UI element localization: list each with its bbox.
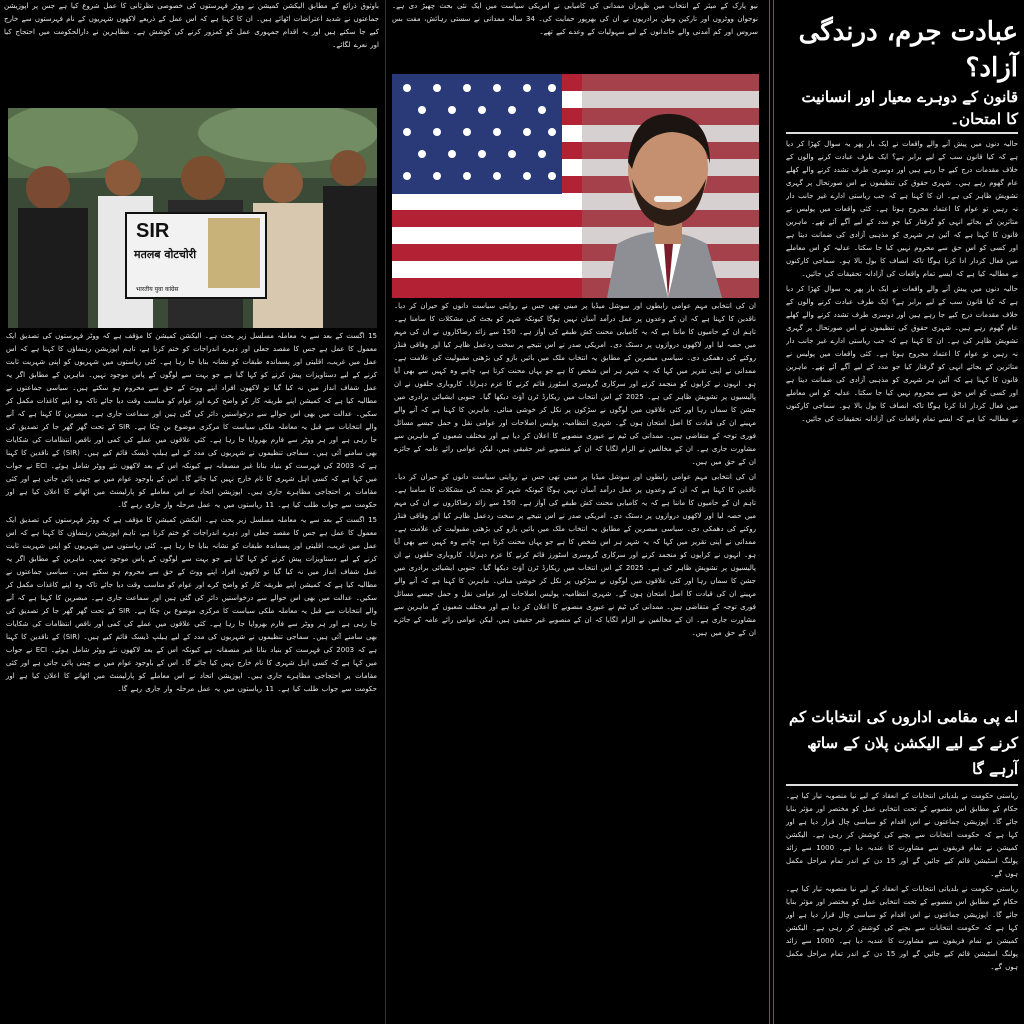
second-headline-rule [786,784,1018,786]
article-1-paragraph-2: حالیہ دنوں میں پیش آنے والے واقعات نے ایک بار پھر یہ سوال کھڑا کر دیا ہے کہ کیا قانون سب کے لیے برابر ہے؟ ایک طرف عبادت کرنے والوں کے خلاف مقدمات درج کیے جا رہے ہیں اور دوسری طرف تشدد کرنے والے کھلے عام گھوم رہے ہیں۔ شہری حقوق کی تنظیموں نے اس صورتحال پر گہری تشویش ظاہر کی ہے۔ ان کا کہنا ہے کہ جب ریاستی ادارے غیر جانب دار نہ رہیں تو عوام کا اعتماد مجروح ہوتا ہے۔ کئی واقعات میں پولیس نے متاثرین کے بجائے انہی کو گرفتار کیا جو مدد کے لیے آگے آئے تھے۔ ماہرین قانون کا کہنا ہے کہ آئین ہر شہری کو مذہبی آزادی کی ضمانت دیتا ہے اور کسی کو اس حق سے محروم نہیں کیا جا سکتا۔ عدلیہ کو اس معاملے میں فعال کردار ادا کرنا ہوگا تاکہ انصاف کا بول بالا ہو۔ سماجی کارکنوں نے مطالبہ کیا ہے کہ ایسے تمام واقعات کی آزادانہ تحقیقات کی جائیں۔ [786,285,1018,423]
sub-headline: قانون کے دوہرے معیار اور انسانیت کا امتحان۔ [801,88,1018,128]
left-top-paragraph: باوثوق ذرائع کے مطابق الیکشن کمیشن نے ووٹر فہرستوں کی خصوصی نظرثانی کا عمل شروع کیا ہے جس پر اپوزیشن جماعتوں نے شدید اعتراضات اٹھائے ہیں۔ ان کا کہنا ہے کہ اس عمل کے ذریعے لاکھوں شہریوں کے نام فہرستوں سے خارج کیے جا سکتے ہیں اور یہ اقدام جمہوری عمل کو کمزور کرنے کی کوشش ہے۔ مظاہرین نے دارالحکومت میں احتجاج کیا اور نعرے لگائے۔ [4,2,379,49]
article-2 [786,790,1018,974]
middle-body-paragraph-2: ان کی انتخابی مہم عوامی رابطوں اور سوشل میڈیا پر مبنی تھی جس نے روایتی سیاست دانوں کو حیران کر دیا۔ ناقدین کا کہنا ہے کہ ان کے وعدوں پر عمل درآمد آسان نہیں ہوگا کیونکہ شہر کو بجٹ کی مشکلات کا سامنا ہے۔ تاہم ان کے حامیوں کا ماننا ہے کہ یہ کامیابی محنت کش طبقے کی آواز ہے۔ 150 سے زائد رضاکاروں نے ان کی مہم میں حصہ لیا اور لاکھوں دروازوں پر دستک دی۔ امریکی صدر نے اس نتیجے پر سخت ردعمل ظاہر کیا اور وفاقی فنڈز روکنے کی دھمکی دی۔ سیاسی مبصرین کے مطابق یہ انتخاب ملک میں بائیں بازو کی بڑھتی مقبولیت کی علامت ہے۔ ممدانی نے اپنی تقریر میں کہا کہ یہ شہر ہر اس شخص کا ہے جو یہاں محنت کرتا ہے، چاہے وہ کہیں سے بھی آیا ہو۔ انہوں نے کرایوں کو منجمد کرنے اور سرکاری گروسری اسٹورز قائم کرنے کا عزم دہرایا۔ کاروباری حلقوں نے ان پالیسیوں پر تشویش ظاہر کی ہے۔ 2025 کے اس انتخاب میں ریکارڈ ٹرن آؤٹ دیکھا گیا۔ جنوبی ایشیائی برادری میں جشن کا سماں رہا اور کئی علاقوں میں لوگوں نے سڑکوں پر نکل کر خوشی منائی۔ ماہرین کا کہنا ہے کہ آنے والے مہینے ان کی قیادت کا اصل امتحان ہوں گے۔ شہری انتظامیہ، پولیس اصلاحات اور عوامی نقل و حمل جیسے مسائل فوری توجہ کے متقاضی ہیں۔ ممدانی کی ٹیم نے عبوری منصوبے کا اعلان کر دیا ہے اور مختلف شعبوں کے ماہرین سے مشاورت جاری ہے۔ ان کے مخالفین نے الزام لگایا کہ ان کے منصوبے غیر حقیقی ہیں، لیکن عوامی رائے عامہ کے جائزے ان کے حق میں ہیں۔ [394,473,756,637]
article-1 [786,138,1018,698]
main-headline: عبادت جرم، درندگی آزاد؟ [798,17,1018,83]
article-1-paragraph: حالیہ دنوں میں پیش آنے والے واقعات نے ایک بار پھر یہ سوال کھڑا کر دیا ہے کہ کیا قانون سب کے لیے برابر ہے؟ ایک طرف عبادت کرنے والوں کے خلاف مقدمات درج کیے جا رہے ہیں اور دوسری طرف تشدد کرنے والے کھلے عام گھوم رہے ہیں۔ شہری حقوق کی تنظیموں نے اس صورتحال پر گہری تشویش ظاہر کی ہے۔ ان کا کہنا ہے کہ جب ریاستی ادارے غیر جانب دار نہ رہیں تو عوام کا اعتماد مجروح ہوتا ہے۔ کئی واقعات میں پولیس نے متاثرین کے بجائے انہی کو گرفتار کیا جو مدد کے لیے آگے آئے تھے۔ ماہرین قانون کا کہنا ہے کہ آئین ہر شہری کو مذہبی آزادی کی ضمانت دیتا ہے اور کسی کو اس حق سے محروم نہیں کیا جا سکتا۔ عدلیہ کو اس معاملے میں فعال کردار ادا کرنا ہوگا تاکہ انصاف کا بول بالا ہو۔ سماجی کارکنوں نے مطالبہ کیا ہے کہ ایسے تمام واقعات کی آزادانہ تحقیقات کی جائیں۔ [786,140,1018,278]
left-body-paragraph-2: 15 اگست کے بعد سے یہ معاملہ مسلسل زیر بحث ہے۔ الیکشن کمیشن کا مؤقف ہے کہ ووٹر فہرستوں کی تصدیق ایک معمول کا عمل ہے جس کا مقصد جعلی اور دہرے اندراجات کو ختم کرنا ہے، تاہم اپوزیشن رہنماؤں کا کہنا ہے کہ اس عمل میں غریب، اقلیتی اور پسماندہ طبقات کو نشانہ بنایا جا رہا ہے۔ کئی ریاستوں میں شہریوں کو اپنی شہریت ثابت کرنے کے لیے دستاویزات پیش کرنے کو کہا گیا ہے جو بہت سے لوگوں کے پاس موجود نہیں۔ ماہرین کے مطابق اگر یہ عمل شفاف انداز میں نہ کیا گیا تو لاکھوں افراد اپنے ووٹ کے حق سے محروم ہو سکتے ہیں۔ سیاسی جماعتوں نے مطالبہ کیا ہے کہ کمیشن اپنے طریقہ کار کو واضح کرے اور عوام کو مناسب وقت دیا جائے تاکہ وہ اپنے کاغذات مکمل کر سکیں۔ عدالت میں بھی اس حوالے سے درخواستیں دائر کی گئی ہیں اور سماعت جاری ہے۔ مبصرین کا کہنا ہے کہ آنے والے انتخابات سے قبل یہ معاملہ ملکی سیاست کا مرکزی موضوع بن چکا ہے۔ SIR کے تحت گھر گھر جا کر تصدیق کی جا رہی ہے اور ہر ووٹر سے فارم بھروایا جا رہا ہے۔ کئی علاقوں میں عملے کی کمی اور ناقص انتظامات کی شکایات بھی سامنے آئی ہیں۔ سماجی تنظیموں نے شہریوں کی مدد کے لیے ہیلپ ڈیسک قائم کیے ہیں۔ (SIR) کے ناقدین کا کہنا ہے کہ 2003 کی فہرست کو بنیاد بنانا غیر منصفانہ ہے کیونکہ اس کے بعد لاکھوں نئے ووٹر شامل ہوئے۔ ECI نے جواب میں کہا ہے کہ کسی اہل شہری کا نام خارج نہیں کیا جائے گا۔ اس کے باوجود عوام میں بے چینی پائی جاتی ہے اور کئی مقامات پر احتجاجی مظاہرے جاری ہیں۔ اپوزیشن اتحاد نے اس معاملے کو پارلیمنٹ میں اٹھانے کا اعلان کیا ہے اور حکومت سے جواب طلب کیا ہے۔ 11 ریاستوں میں یہ عمل مرحلہ وار جاری رہے گا۔ [6,516,378,693]
protest-illustration [8,108,377,328]
article-2-paragraph-2: ریاستی حکومت نے بلدیاتی انتخابات کے انعقاد کے لیے نیا منصوبہ تیار کیا ہے۔ حکام کے مطابق اس منصوبے کے تحت انتخابی عمل کو مختصر اور مؤثر بنایا جائے گا۔ اپوزیشن جماعتوں نے اس اقدام کو سیاسی چال قرار دیا ہے اور کہا ہے کہ حکومت انتخابات سے بچنے کی کوشش کر رہی ہے۔ الیکشن کمیشن نے تمام فریقوں سے مشاورت کا عندیہ دیا ہے۔ 1000 سے زائد پولنگ اسٹیشن قائم کیے جائیں گے اور 15 دن کے اندر تمام مراحل مکمل ہوں گے۔ [786,885,1018,971]
headline-rule [786,132,1018,134]
middle-body-paragraph: ان کی انتخابی مہم عوامی رابطوں اور سوشل میڈیا پر مبنی تھی جس نے روایتی سیاست دانوں کو حیران کر دیا۔ ناقدین کا کہنا ہے کہ ان کے وعدوں پر عمل درآمد آسان نہیں ہوگا کیونکہ شہر کو بجٹ کی مشکلات کا سامنا ہے۔ تاہم ان کے حامیوں کا ماننا ہے کہ یہ کامیابی محنت کش طبقے کی آواز ہے۔ 150 سے زائد رضاکاروں نے ان کی مہم میں حصہ لیا اور لاکھوں دروازوں پر دستک دی۔ امریکی صدر نے اس نتیجے پر سخت ردعمل ظاہر کیا اور وفاقی فنڈز روکنے کی دھمکی دی۔ سیاسی مبصرین کے مطابق یہ انتخاب ملک میں بائیں بازو کی بڑھتی مقبولیت کی علامت ہے۔ ممدانی نے اپنی تقریر میں کہا کہ یہ شہر ہر اس شخص کا ہے جو یہاں محنت کرتا ہے، چاہے وہ کہیں سے بھی آیا ہو۔ انہوں نے کرایوں کو منجمد کرنے اور سرکاری گروسری اسٹورز قائم کرنے کا عزم دہرایا۔ کاروباری حلقوں نے ان پالیسیوں پر تشویش ظاہر کی ہے۔ 2025 کے اس انتخاب میں ریکارڈ ٹرن آؤٹ دیکھا گیا۔ جنوبی ایشیائی برادری میں جشن کا سماں رہا اور کئی علاقوں میں لوگوں نے سڑکوں پر نکل کر خوشی منائی۔ ماہرین کا کہنا ہے کہ آنے والے مہینے ان کی قیادت کا اصل امتحان ہوں گے۔ شہری انتظامیہ، پولیس اصلاحات اور عوامی نقل و حمل جیسے مسائل فوری توجہ کے متقاضی ہیں۔ ممدانی کی ٹیم نے عبوری منصوبے کا اعلان کر دیا ہے اور مختلف شعبوں کے ماہرین سے مشاورت جاری ہے۔ ان کے مخالفین نے الزام لگایا کہ ان کے منصوبے غیر حقیقی ہیں، لیکن عوامی رائے عامہ کے جائزے ان کے حق میں ہیں۔ [394,302,756,466]
column-divider-3 [773,0,774,1024]
placard-title: SIR [136,220,170,242]
middle-column-top [388,0,762,72]
left-body [0,330,383,1024]
placard-subtitle: मतलब वोटचोरी [134,248,197,261]
portrait-photo [392,74,759,298]
second-headline: اے پی مقامی اداروں کی انتخابات کم کرنے کے لیے الیکشن پلان کے ساتھ آرہے گا [789,708,1018,778]
placard-footer: भारतीय युवा कांग्रेस [136,286,179,293]
article-2-paragraph: ریاستی حکومت نے بلدیاتی انتخابات کے انعقاد کے لیے نیا منصوبہ تیار کیا ہے۔ حکام کے مطابق اس منصوبے کے تحت انتخابی عمل کو مختصر اور مؤثر بنایا جائے گا۔ اپوزیشن جماعتوں نے اس اقدام کو سیاسی چال قرار دیا ہے اور کہا ہے کہ حکومت انتخابات سے بچنے کی کوشش کر رہی ہے۔ الیکشن کمیشن نے تمام فریقوں سے مشاورت کا عندیہ دیا ہے۔ 1000 سے زائد پولنگ اسٹیشن قائم کیے جائیں گے اور 15 دن کے اندر تمام مراحل مکمل ہوں گے۔ [786,792,1018,878]
protest-photo [8,108,377,328]
column-divider-1 [385,0,386,1024]
right-column [780,0,1024,1024]
middle-top-paragraph: نیو یارک کے میئر کے انتخاب میں ظہران ممدانی کی کامیابی نے امریکی سیاست میں ایک نئی بحث چھیڑ دی ہے۔ نوجوان ووٹروں اور تارکین وطن برادریوں نے ان کی بھرپور حمایت کی۔ 34 سالہ ممدانی نے سستی رہائش، مفت بس سروس اور کم آمدنی والے خاندانوں کے لیے سہولیات کے وعدے کیے تھے۔ [392,2,758,36]
column-divider-2 [769,0,770,1024]
middle-body [388,300,762,1024]
flag-portrait-illustration [392,74,759,298]
left-body-paragraph: 15 اگست کے بعد سے یہ معاملہ مسلسل زیر بحث ہے۔ الیکشن کمیشن کا مؤقف ہے کہ ووٹر فہرستوں کی تصدیق ایک معمول کا عمل ہے جس کا مقصد جعلی اور دہرے اندراجات کو ختم کرنا ہے، تاہم اپوزیشن رہنماؤں کا کہنا ہے کہ اس عمل میں غریب، اقلیتی اور پسماندہ طبقات کو نشانہ بنایا جا رہا ہے۔ کئی ریاستوں میں شہریوں کو اپنی شہریت ثابت کرنے کے لیے دستاویزات پیش کرنے کو کہا گیا ہے جو بہت سے لوگوں کے پاس موجود نہیں۔ ماہرین کے مطابق اگر یہ عمل شفاف انداز میں نہ کیا گیا تو لاکھوں افراد اپنے ووٹ کے حق سے محروم ہو سکتے ہیں۔ سیاسی جماعتوں نے مطالبہ کیا ہے کہ کمیشن اپنے طریقہ کار کو واضح کرے اور عوام کو مناسب وقت دیا جائے تاکہ وہ اپنے کاغذات مکمل کر سکیں۔ عدالت میں بھی اس حوالے سے درخواستیں دائر کی گئی ہیں اور سماعت جاری ہے۔ مبصرین کا کہنا ہے کہ آنے والے انتخابات سے قبل یہ معاملہ ملکی سیاست کا مرکزی موضوع بن چکا ہے۔ SIR کے تحت گھر گھر جا کر تصدیق کی جا رہی ہے اور ہر ووٹر سے فارم بھروایا جا رہا ہے۔ کئی علاقوں میں عملے کی کمی اور ناقص انتظامات کی شکایات بھی سامنے آئی ہیں۔ سماجی تنظیموں نے شہریوں کی مدد کے لیے ہیلپ ڈیسک قائم کیے ہیں۔ (SIR) کے ناقدین کا کہنا ہے کہ 2003 کی فہرست کو بنیاد بنانا غیر منصفانہ ہے کیونکہ اس کے بعد لاکھوں نئے ووٹر شامل ہوئے۔ ECI نے جواب میں کہا ہے کہ کسی اہل شہری کا نام خارج نہیں کیا جائے گا۔ اس کے باوجود عوام میں بے چینی پائی جاتی ہے اور کئی مقامات پر احتجاجی مظاہرے جاری ہیں۔ اپوزیشن اتحاد نے اس معاملے کو پارلیمنٹ میں اٹھانے کا اعلان کیا ہے اور حکومت سے جواب طلب کیا ہے۔ 11 ریاستوں میں یہ عمل مرحلہ وار جاری رہے گا۔ [6,332,378,509]
